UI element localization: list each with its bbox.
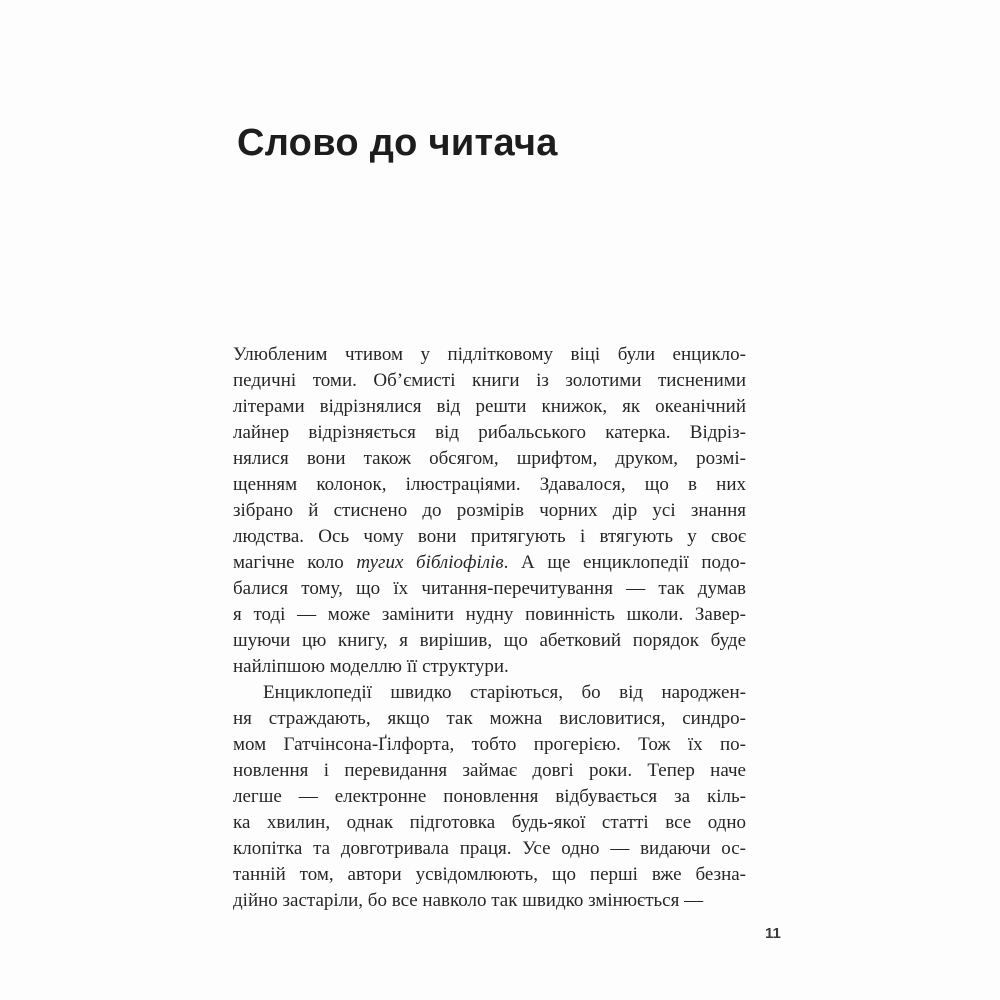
text-line: нялися вони також обсягом, шрифтом, друком, розмі- [233,448,746,469]
text-line: зібрано й стиснено до розмірів чорних дір усі знання [233,500,746,521]
chapter-title: Слово до читача [237,122,558,165]
text-line: новлення і перевидання займає довгі роки. Тепер наче [233,760,746,781]
text-line: клопітка та довготривала праця. Усе одно — видаючи ос- [233,838,746,859]
text-line: людства. Ось чому вони притягують і втягують у своє [233,526,746,547]
text-line: найліпшою моделлю її структури. [233,656,509,677]
text-line: ня страждають, якщо так можна висловитися, синдро- [233,708,746,729]
text-line: Енциклопедії швидко старіються, бо від народжен- [263,682,746,703]
text-line: літерами відрізнялися від решти книжок, як океанічний [233,396,746,417]
text-line: я тоді — може замінити нудну повинність школи. Завер- [233,604,746,625]
text-line: легше — електронне поновлення відбувається за кіль- [233,786,746,807]
text-line: Улюбленим чтивом у підлітковому віці були енцикло- [233,344,746,365]
text-line: мом Гатчінсона-Ґілфорта, тобто прогерією. Тож їх по- [233,734,746,755]
body-text [233,342,746,914]
text-line: педичні томи. Об’ємисті книги із золотими тисненими [233,370,746,391]
text-line: ка хвилин, однак підготовка будь-якої статті все одно [233,812,746,833]
page-number: 11 [765,925,781,942]
text-line: балися тому, що їх читання-перечитування — так думав [233,578,746,599]
text-line: дійно застаріли, бо все навколо так швидко змінюється — [233,890,704,911]
text-line: магічне коло тугих бібліофілів. А ще енциклопедії подо- [233,552,747,573]
text-line: щенням колонок, ілюстраціями. Здавалося, що в них [233,474,746,495]
text-line: шуючи цю книгу, я вирішив, що абетковий порядок буде [233,630,746,651]
text-line: танній том, автори усвідомлюють, що перші вже безна- [233,864,746,885]
text-line: лайнер відрізняється від рибальського катерка. Відріз- [233,422,746,443]
